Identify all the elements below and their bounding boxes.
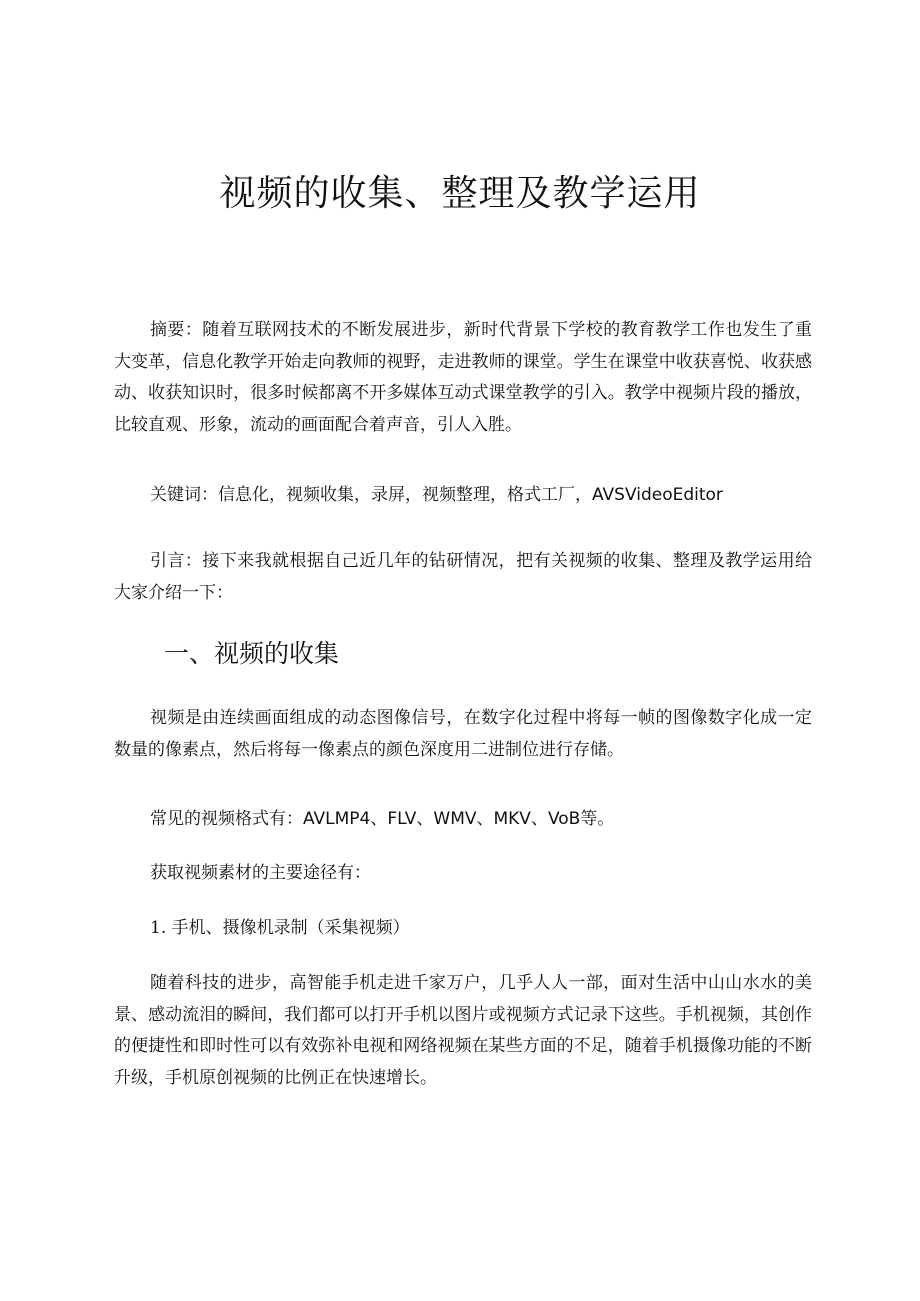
abstract-paragraph: 摘要：随着互联网技术的不断发展进步，新时代背景下学校的教育教学工作也发生了重大变革，信息化教学开始走向教师的视野，走进教师的课堂。学生在课堂中收获喜悦、收获感动、收获知识时，很多时候都离不开多媒体互动式课堂教学的引入。教学中视频片段的播放，比较直观、形象，流动的画面配合着声音，引人入胜。 (114, 320, 812, 435)
video-formats-list: AVLMP4、FLV、WMV、MKV、VoB (303, 809, 581, 829)
keywords-software-name: AVSVideoEditor (592, 485, 723, 505)
keywords-text: 关键词：信息化，视频收集，录屏，视频整理，格式工厂， (150, 485, 592, 505)
keywords-paragraph (114, 480, 812, 512)
video-formats-paragraph (114, 804, 812, 836)
video-formats-label: 常见的视频格式有： (150, 809, 303, 829)
intro-paragraph: 引言：接下来我就根据自己近几年的钻研情况，把有关视频的收集、整理及教学运用给大家介绍一下： (114, 551, 812, 603)
video-formats-suffix: 等。 (580, 809, 615, 829)
video-definition-paragraph: 视频是由连续画面组成的动态图像信号，在数字化过程中将每一帧的图像数字化成一定数量的像素点，然后将每一像素点的颜色深度用二进制位进行存储。 (114, 708, 812, 760)
document-title: 视频的收集、整理及教学运用 (219, 173, 701, 214)
section-heading-video-collection: 一、视频的收集 (164, 639, 340, 668)
method-1-description: 随着科技的进步，高智能手机走进千家万户，几乎人人一部，面对生活中山山水水的美景、感动流泪的瞬间，我们都可以打开手机以图片或视频方式记录下这些。手机视频，其创作的便捷性和即时性可以有效弥补电视和网络视频在某些方面的不足，随着手机摄像功能的不断升级，手机原创视频的比例正在快速增长。 (114, 973, 812, 1088)
sources-intro-paragraph: 获取视频素材的主要途径有： (150, 863, 371, 883)
method-1-title: 1. 手机、摄像机录制（采集视频） (150, 918, 410, 938)
